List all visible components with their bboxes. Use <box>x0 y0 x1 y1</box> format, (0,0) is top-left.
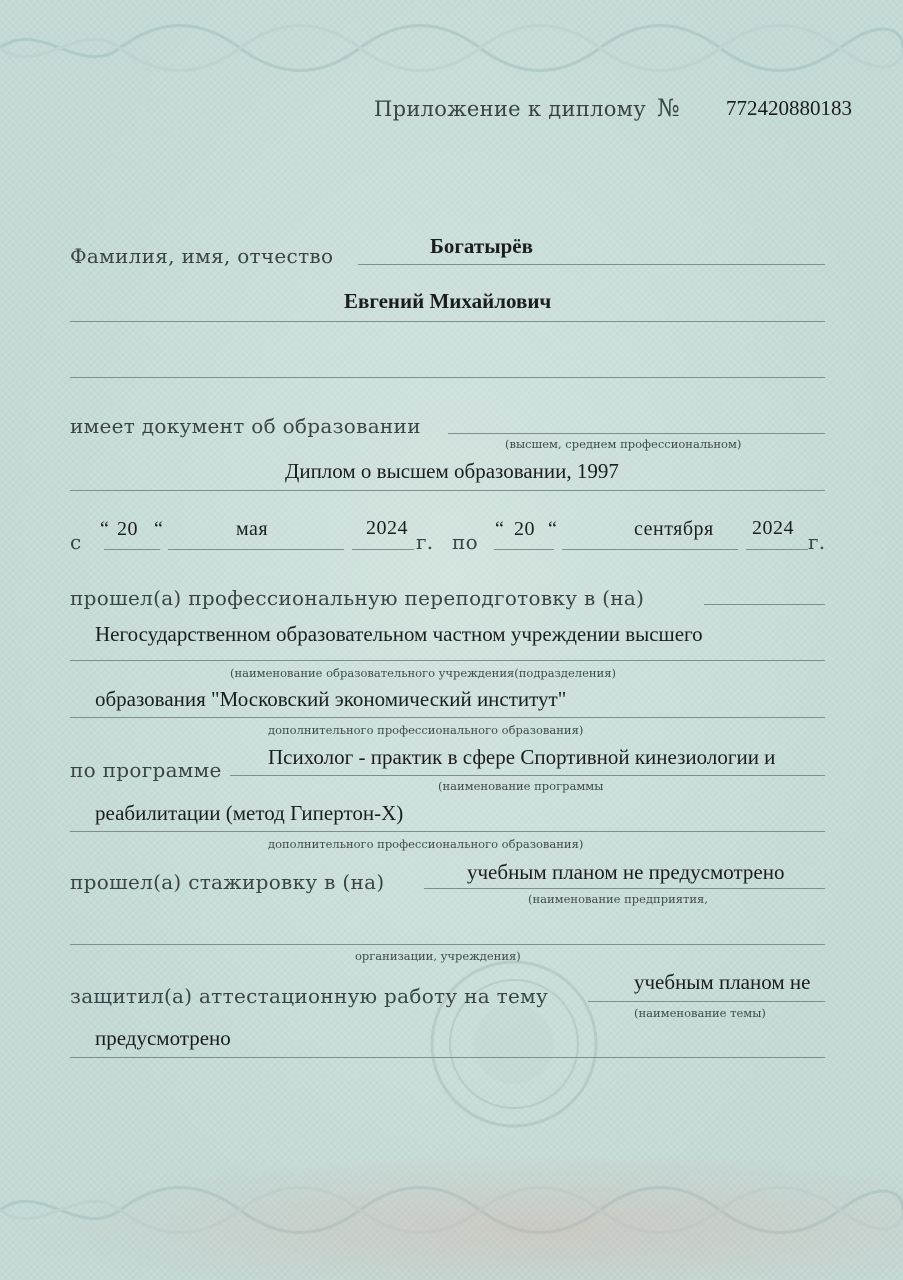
year-suffix-2: г. <box>808 530 826 554</box>
education-value: Диплом о высшем образовании, 1997 <box>285 459 619 483</box>
background-tint <box>0 1150 903 1280</box>
program-line-2 <box>70 831 825 832</box>
thesis-label: защитил(а) аттестационную работу на тему <box>70 984 549 1008</box>
program-value-2: реабилитации (метод Гипертон-Х) <box>95 801 404 825</box>
close-quote-1: “ <box>154 518 163 540</box>
program-value-1: Психолог - практик в сфере Спортивной кинезиологии и <box>268 745 776 769</box>
thesis-value-1: учебным планом не <box>634 970 811 994</box>
period-to-prefix: по <box>452 530 478 554</box>
open-quote-2: “ <box>495 518 504 540</box>
diploma-number: 772420880183 <box>726 96 852 120</box>
education-hint: (высшем, среднем профессиональном) <box>505 437 742 451</box>
fio-line-2 <box>70 321 825 322</box>
open-quote-1: “ <box>100 518 109 540</box>
to-day: 20 <box>514 518 535 540</box>
from-month: мая <box>236 518 269 540</box>
from-day-line <box>104 549 160 550</box>
program-hint-1: (наименование программы <box>438 779 604 793</box>
retraining-value-2: образования "Московский экономический институт" <box>95 687 567 711</box>
internship-value: учебным планом не предусмотрено <box>467 860 785 884</box>
from-month-line <box>168 549 344 550</box>
education-line <box>448 433 825 434</box>
close-quote-2: “ <box>548 518 557 540</box>
retraining-value-1: Негосударственном образовательном частном учреждении высшего <box>95 622 703 646</box>
to-month-line <box>562 549 738 550</box>
appendix-label: Приложение к диплому <box>374 97 646 121</box>
program-label: по программе <box>70 758 222 782</box>
fio-label: Фамилия, имя, отчество <box>70 244 334 268</box>
name-patronymic: Евгений Михайлович <box>344 289 552 313</box>
year-suffix-1: г. <box>416 530 434 554</box>
thesis-line-1 <box>588 1001 825 1002</box>
from-day: 20 <box>117 518 138 540</box>
program-line-1 <box>230 775 825 776</box>
internship-label: прошел(а) стажировку в (на) <box>70 870 385 894</box>
from-year-line <box>352 549 414 550</box>
to-day-line <box>494 549 554 550</box>
fio-line-3 <box>70 377 825 378</box>
retraining-label-line <box>704 604 825 605</box>
retraining-label: прошел(а) профессиональную переподготовку в (на) <box>70 586 645 610</box>
thesis-line-2 <box>70 1057 825 1058</box>
thesis-value-2: предусмотрено <box>95 1026 231 1050</box>
retraining-line-2 <box>70 717 825 718</box>
internship-hint-2: организации, учреждения) <box>355 949 521 963</box>
thesis-hint: (наименование темы) <box>634 1006 766 1020</box>
to-year: 2024 <box>752 517 794 539</box>
retraining-hint-1: (наименование образовательного учреждения(подразделения) <box>230 666 616 680</box>
internship-line-1 <box>424 888 825 889</box>
education-label: имеет документ об образовании <box>70 414 421 438</box>
from-year: 2024 <box>366 517 408 539</box>
retraining-line-1 <box>70 660 825 661</box>
retraining-hint-2: дополнительного профессионального образования) <box>268 723 584 737</box>
number-sign: № <box>657 94 681 122</box>
to-year-line <box>746 549 808 550</box>
program-hint-2: дополнительного профессионального образования) <box>268 837 584 851</box>
fio-line-1 <box>358 264 825 265</box>
internship-line-2 <box>70 944 825 945</box>
education-value-line <box>70 490 825 491</box>
top-ornament-band <box>0 18 903 78</box>
surname: Богатырёв <box>430 234 533 258</box>
period-from-prefix: с <box>70 530 82 554</box>
to-month: сентября <box>634 518 714 540</box>
internship-hint-1: (наименование предприятия, <box>528 892 708 906</box>
